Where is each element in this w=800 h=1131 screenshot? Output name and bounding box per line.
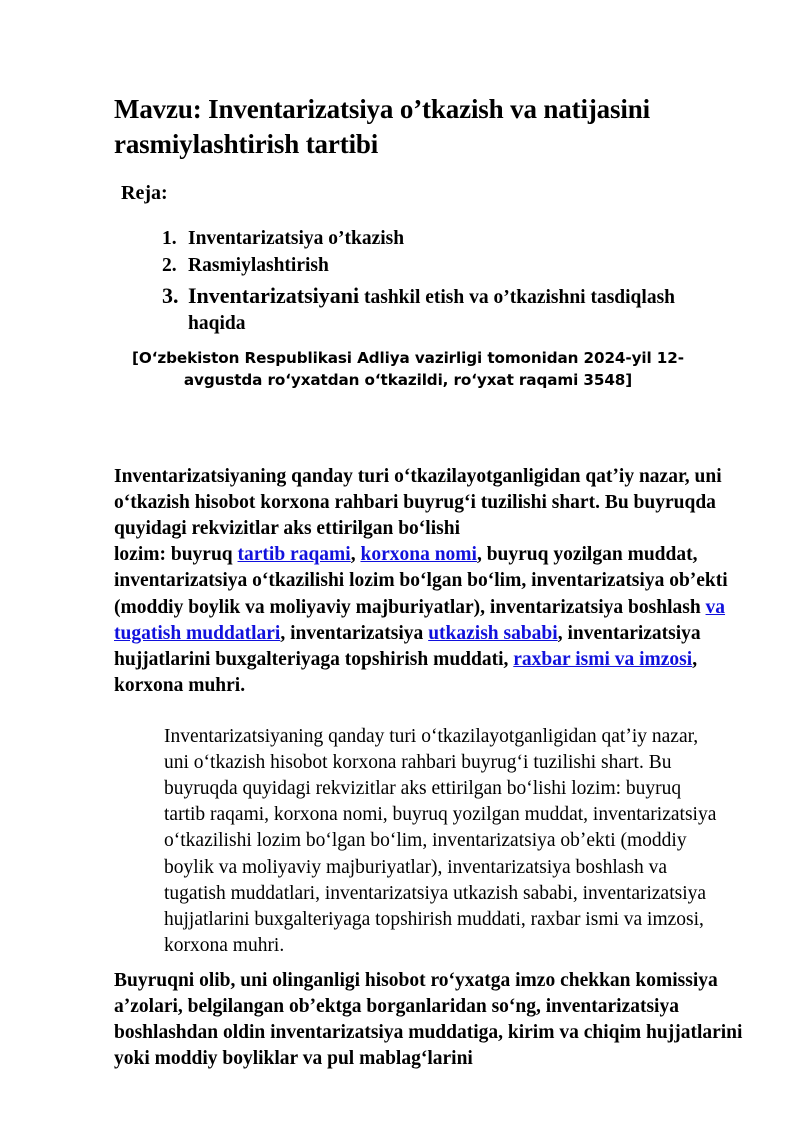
page-title: Mavzu: Inventarizatsiya o’tkazish va natijasini rasmiylashtirish tartibi <box>114 94 650 160</box>
link-utkazish-sababi[interactable]: utkazish sababi <box>428 622 558 644</box>
list-item-marker: 3. <box>162 282 179 308</box>
lead-paragraph-segment-4: , buyruq yozilgan muddat, inventarizatsiya oʻtkazilishi lozim boʻlgan boʻlim, inventarizatsiya obʼekti (moddiy boylik va moliyaviy majburiyatlar), inventarizatsiya boshlash <box>114 544 728 618</box>
list-item-lead: Inventarizatsiyani <box>188 282 360 308</box>
list-item <box>162 281 732 338</box>
registration-note: [Oʻzbekiston Respublikasi Adliya vazirligi tomonidan 2024-yil 12-avgustda roʻyxatdan oʻtkazildi, roʻyxat raqami 3548] <box>132 349 684 389</box>
list-item-label: Rasmiylashtirish <box>188 255 329 277</box>
list-item <box>162 253 732 279</box>
link-tartib-raqami[interactable]: tartib raqami <box>237 544 351 566</box>
list-item-rest: tashkil etish va o’tkazishni tasdiqlash haqida <box>188 286 676 334</box>
lead-paragraph-segment-6: , inventarizatsiya hujjatlarini buxgalteriyaga topshirish muddati, <box>114 622 701 671</box>
link-korxona-nomi[interactable]: korxona nomi <box>360 544 477 566</box>
lead-paragraph <box>114 464 755 700</box>
link-raxbar-ismi-va-imzosi[interactable]: raxbar ismi va imzosi <box>513 649 693 671</box>
link-va-tugatish-muddatlari[interactable]: va tugatish muddatlari <box>114 596 726 644</box>
lead-paragraph-segment-1: Inventarizatsiyaning qanday turi oʻtkazilayotganligidan qatʼiy nazar, uni oʻtkazish hisobot korxona rahbari buyrugʻi tuzilishi shart. Bu buyruqda quyidagi rekvizitlar aks ettirilgan boʻlishi <box>114 465 722 539</box>
plan-list <box>162 226 732 338</box>
final-paragraph: Buyruqni olib, uni olinganligi hisobot roʻyxatga imzo chekkan komissiya aʼzolari, belgilangan obʼektga borganlaridan soʻng, inventarizatsiya boshlashdan oldin inventarizatsiya muddatiga, kirim va chiqim hujjatlarini yoki moddiy boyliklar va pul mablagʻlarini <box>114 969 743 1070</box>
lead-paragraph-segment-7: , korxona muhri. <box>114 649 698 697</box>
list-item <box>162 226 732 252</box>
lead-paragraph-segment-3: , <box>350 544 361 566</box>
lead-paragraph-segment-5: , inventarizatsiya <box>280 622 429 644</box>
list-item-marker: 2. <box>162 255 177 277</box>
list-item-label: Inventarizatsiya o’tkazish <box>188 228 405 249</box>
lead-paragraph-segment-2: lozim: buyruq <box>114 544 238 566</box>
plan-heading: Reja: <box>121 182 168 204</box>
indented-paragraph: Inventarizatsiyaning qanday turi oʻtkazilayotganligidan qatʼiy nazar, uni oʻtkazish hisobot korxona rahbari buyrugʻi tuzilishi shart. Bu buyruqda quyidagi rekvizitlar aks ettirilgan boʻlishi lozim: buyruq tartib raqami, korxona nomi, buyruq yozilgan muddat, inventarizatsiya oʻtkazilishi lozim boʻlgan boʻlim, inventarizatsiya obʼekti (moddiy boylik va moliyaviy majburiyatlar), inventarizatsiya boshlash va tugatish muddatlari, inventarizatsiya utkazish sababi, inventarizatsiya hujjatlarini buxgalteriyaga topshirish muddati, raxbar ismi va imzosi, korxona muhri. <box>164 725 717 957</box>
list-item-marker: 1. <box>162 228 177 249</box>
list-item-label <box>188 281 732 338</box>
